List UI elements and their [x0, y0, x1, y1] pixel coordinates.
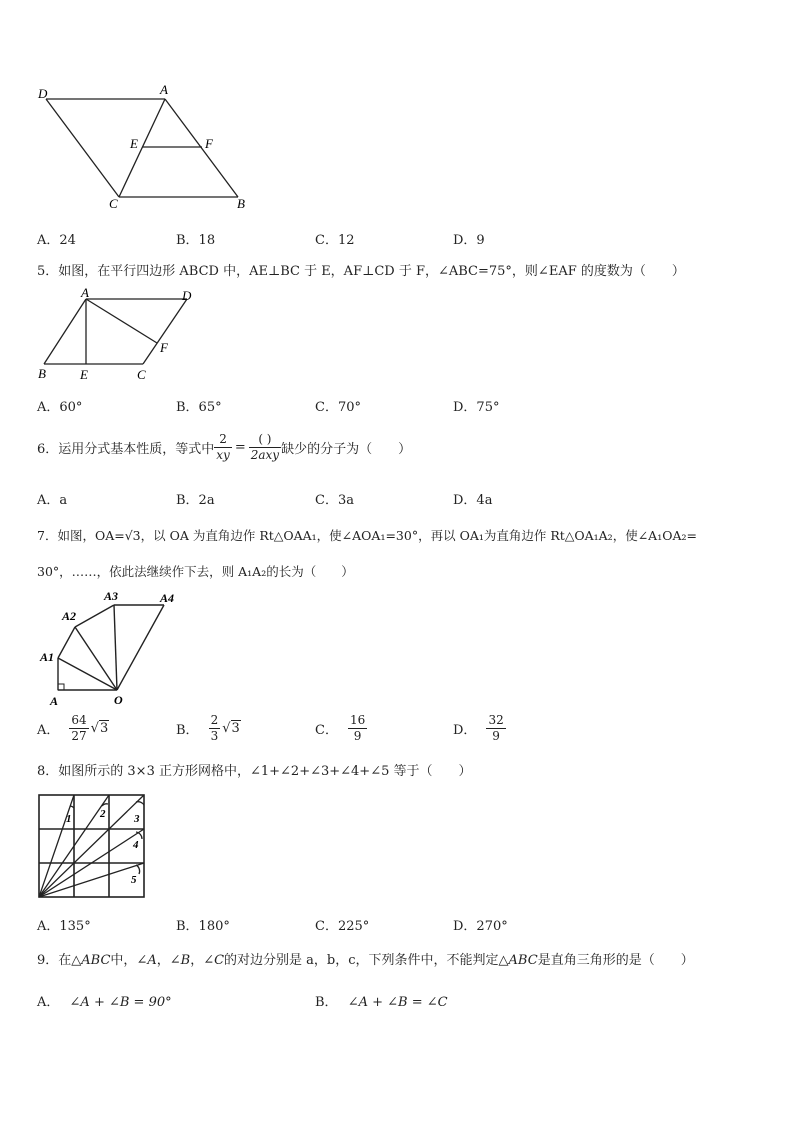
- q6-equals: =: [234, 440, 246, 455]
- q9-text-part: ，: [156, 953, 170, 968]
- q5-label-D: D: [182, 288, 192, 303]
- q9-option-a: [37, 991, 172, 1010]
- q7-option-c-num: 16: [349, 713, 366, 727]
- q5-label-A: A: [81, 286, 89, 300]
- q9-text-part: ，: [190, 953, 204, 968]
- q5-option-c: C．70°: [315, 400, 361, 415]
- q7-line2: 30°，……，依此法继续作下去，则 A₁A₂的长为（ ）: [37, 564, 354, 579]
- q7-option-a-fraction: [69, 713, 88, 744]
- q7-option-b-root: 3: [231, 721, 240, 736]
- q4-option-c: C．12: [315, 233, 355, 248]
- q4-label-D: D: [38, 86, 48, 101]
- q8-option-a: A．135°: [37, 919, 91, 934]
- q6-text-after: 缺少的分子为（ ）: [281, 442, 412, 457]
- q5-label-E: E: [80, 367, 88, 382]
- q7-label-A: A: [50, 694, 59, 708]
- q9-option-a-expr: ∠A + ∠B = 90°: [69, 995, 172, 1010]
- q8-option-c: C．225°: [315, 919, 370, 934]
- q4-option-d: D．9: [453, 233, 485, 248]
- q5-text: 5．如图，在平行四边形 ABCD 中，AE⊥BC 于 E，AF⊥CD 于 F，∠ABC=75°，则∠EAF 的度数为（ ）: [37, 264, 685, 279]
- q7-option-a-root: 3: [99, 721, 109, 736]
- q4-option-b: B．18: [176, 233, 216, 248]
- q8-option-d: D．270°: [453, 919, 508, 934]
- q7-label-A4: A4: [160, 591, 175, 605]
- q6-fraction-right: [249, 432, 281, 463]
- q9-text-part: 9．在: [37, 953, 72, 968]
- q6-option-c: C．3a: [315, 493, 354, 508]
- q6-frac1-num: 2: [214, 432, 232, 448]
- q9-triangle-abc: △ABC: [71, 953, 111, 968]
- q4-label-B: B: [237, 196, 245, 211]
- q6-option-d: D．4a: [453, 493, 493, 508]
- q4-label-C: C: [109, 196, 118, 211]
- q7-option-b-radical: √3: [222, 721, 240, 736]
- q7-option-a: [37, 713, 109, 744]
- q8-grid-figure: [36, 792, 148, 900]
- q8-angle-1: 1: [66, 813, 72, 825]
- q8-option-b: B．180°: [176, 919, 230, 934]
- q7-option-b-fraction: [209, 713, 221, 744]
- q4-label-A: A: [160, 82, 168, 97]
- q7-option-c: [315, 713, 367, 744]
- q7-option-d-letter: D．: [453, 723, 477, 738]
- q7-option-b-num: 2: [210, 713, 219, 727]
- q5-option-b: B．65°: [176, 400, 222, 415]
- q9-option-b-letter: B．: [315, 995, 338, 1010]
- q6-question: [37, 432, 411, 463]
- q7-option-a-den: 27: [71, 729, 87, 743]
- q6-option-a: A．a: [37, 493, 68, 508]
- q9-text-part: 是直角三角形的是（ ）: [537, 953, 694, 968]
- q6-fraction-left: [214, 432, 232, 463]
- q7-figure: [34, 586, 184, 710]
- q4-label-F: F: [205, 136, 213, 151]
- q7-label-O: O: [114, 693, 123, 707]
- q7-option-c-letter: C．: [315, 723, 338, 738]
- q6-frac1-den: xy: [216, 448, 230, 462]
- q9-text: [37, 949, 694, 968]
- q7-label-A1: A1: [40, 650, 55, 664]
- q4-figure: [30, 80, 260, 215]
- q7-option-d: [453, 713, 506, 744]
- q7-option-d-num: 32: [488, 713, 504, 727]
- q9-angle-b: ∠B: [169, 953, 191, 968]
- q9-option-b-expr: ∠A + ∠B = ∠C: [347, 995, 448, 1010]
- q6-option-b: B．2a: [176, 493, 215, 508]
- q7-option-b: [176, 713, 241, 744]
- q7-option-c-fraction: [348, 713, 367, 744]
- q9-option-a-letter: A．: [37, 995, 60, 1010]
- q9-text-part: 的对边分别是 a，b，c，下列条件中，不能判定: [224, 953, 499, 968]
- q9-angle-a: ∠A: [136, 953, 157, 968]
- q7-option-a-letter: A．: [37, 723, 60, 738]
- q5-option-d: D．75°: [453, 400, 500, 415]
- q5-label-F: F: [160, 340, 168, 355]
- q5-label-B: B: [38, 366, 46, 381]
- q7-option-b-den: 3: [210, 729, 219, 743]
- q5-option-a: A．60°: [37, 400, 83, 415]
- q6-frac2-den: 2axy: [250, 448, 280, 462]
- q4-option-a: A．24: [37, 233, 76, 248]
- q5-figure: [30, 286, 210, 386]
- q8-angle-2: 2: [100, 808, 106, 820]
- q7-option-b-letter: B．: [176, 723, 199, 738]
- q7-label-A3: A3: [104, 589, 119, 603]
- q7-option-c-den: 9: [353, 729, 362, 743]
- q8-text: 8．如图所示的 3×3 正方形网格中，∠1+∠2+∠3+∠4+∠5 等于（ ）: [37, 764, 472, 779]
- q7-option-a-num: 64: [71, 713, 87, 727]
- q8-angle-3: 3: [134, 813, 140, 825]
- q9-angle-c: ∠C: [203, 953, 225, 968]
- q9-text-part: 中，: [110, 953, 137, 968]
- q7-option-d-den: 9: [492, 729, 500, 743]
- q6-text-before: 6．运用分式基本性质，等式中: [37, 442, 215, 457]
- q7-line1: 7．如图，OA=√3，以 OA 为直角边作 Rt△OAA₁，使∠AOA₁=30°，再以 OA₁为直角边作 Rt△OA₁A₂，使∠A₁OA₂=: [37, 528, 697, 543]
- q9-triangle-abc-2: △ABC: [498, 953, 538, 968]
- q6-frac2-num: ( ): [249, 432, 281, 448]
- q7-option-d-fraction: [486, 713, 505, 744]
- q4-label-E: E: [130, 136, 138, 151]
- q9-option-b: [315, 991, 448, 1010]
- q7-label-A2: A2: [62, 609, 77, 623]
- q5-label-C: C: [137, 367, 146, 382]
- q7-option-a-radical: √3: [90, 721, 109, 736]
- q8-angle-4: 4: [133, 839, 139, 851]
- q8-angle-5: 5: [131, 874, 137, 886]
